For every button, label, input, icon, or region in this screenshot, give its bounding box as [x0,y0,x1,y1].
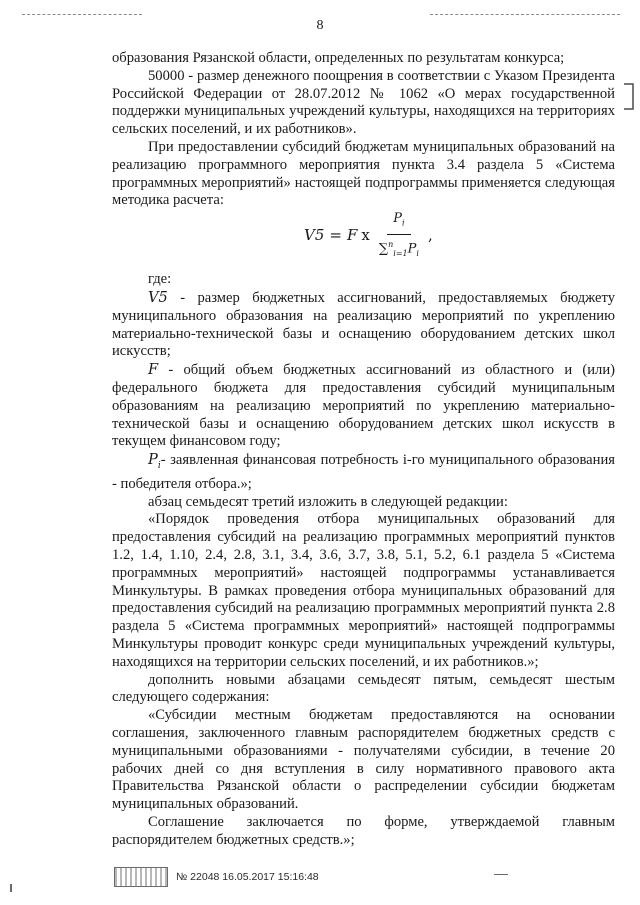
paragraph: дополнить новыми абзацами семьдесят пятым, семьдесят шестым следующего содержания: [112,671,615,706]
definition-p: $P_i-$ заявленная финансовая потребность i-го муниципального образования - победителя отбора.»; [112,451,615,492]
scan-edge-top-right [430,14,620,15]
paragraph: где: [148,271,172,288]
formula-times: x [361,226,370,245]
paragraph: абзац семьдесят третий изложить в следующей редакции: [148,493,508,510]
formula-factor: F [346,226,358,245]
formula-fraction [379,210,419,262]
scan-margin-bracket [622,82,636,112]
formula-equals: = [329,226,342,245]
paragraph: При предоставлении субсидий бюджетам муниципальных образований на реализацию программного мероприятия пункта 3.4 раздела 5 «Система программных мероприятий» настоящей подпрограммы применяется следующая методика расчета: [112,138,615,209]
scan-speck [494,874,508,875]
scan-edge-top-left [22,14,142,15]
paragraph: 50000 - размер денежного поощрения в соответствии с Указом Президента Российской Федерации от 28.07.2012 № 1062 «О мерах государственной поддержки муниципальных учреждений культуры, находящихся на территориях сельских поселений, и их работников». [112,67,615,138]
formula-trailing: , [427,226,433,245]
definition-f: F - общий объем бюджетных ассигнований из областного и (или) федерального бюджета для предоставления субсидий муниципальным образованиям на реализацию мероприятий по укреплению материально-технической базы и оснащению оборудованием детских школ искусств в текущем финансовом году; [112,361,615,450]
definition-v5: V5 - размер бюджетных ассигнований, предоставляемых бюджету муниципального образования на реализацию мероприятий по укреплению материально-технической базы и оснащению оборудованием детских школ искусств; [112,288,615,360]
stamp-logo-icon [114,867,168,887]
symbol-v5: V5 [148,288,168,306]
paragraph: образования Рязанской области, определенных по результатам конкурса; [112,50,565,66]
paragraph: «Порядок проведения отбора муниципальных образований для предоставления субсидий на реализацию программных мероприятий пунктов 1.2, 1.4, 1.10, 2.4, 2.8, 3.1, 3.4, 3.6, 3.7, 3.8, 5.1, 5.2, 6.1 раздела 5 «Система программных мероприятий» настоящей подпрограммы устанавливается Минкультуры. В рамках проведения отбора муниципальных образований для предоставления субсидий на реализацию программных мероприятий пункта 2.8 раздела 5 «Система программных мероприятий» настоящей подпрограммы Минкультуры проводит конкурс среди муниципальных учреждений культуры, находящихся на территории сельских поселений, и их работников.»; [112,511,615,670]
paragraph: «Субсидии местным бюджетам предоставляются на основании соглашения, заключенного главным распорядителем бюджетных средств с муниципальными образованиями - получателями субсидии, в течение 20 рабочих дней со дня вступления в силу нормативного правового акта Правительства Рязанской области о распределении субсидии бюджетам муниципальных образований. [112,707,615,813]
symbol-p: $P_i$ [148,451,161,472]
registration-footer [114,866,319,888]
registration-stamp: № 22048 16.05.2017 15:16:48 [176,871,319,883]
formula-lhs: V5 [304,226,325,245]
paragraph: Соглашение заключается по форме, утверждаемой главным распорядителем бюджетных средств.»; [112,813,615,848]
scan-speck [10,884,12,892]
document-body [112,50,615,850]
symbol-f: F [148,361,159,379]
formula-denominator: $\sum^n_{i=1}P_i$ [378,239,419,258]
calculation-formula [112,211,615,258]
formula-numerator: $P_i$ [387,210,410,234]
page-number: 8 [316,18,324,33]
